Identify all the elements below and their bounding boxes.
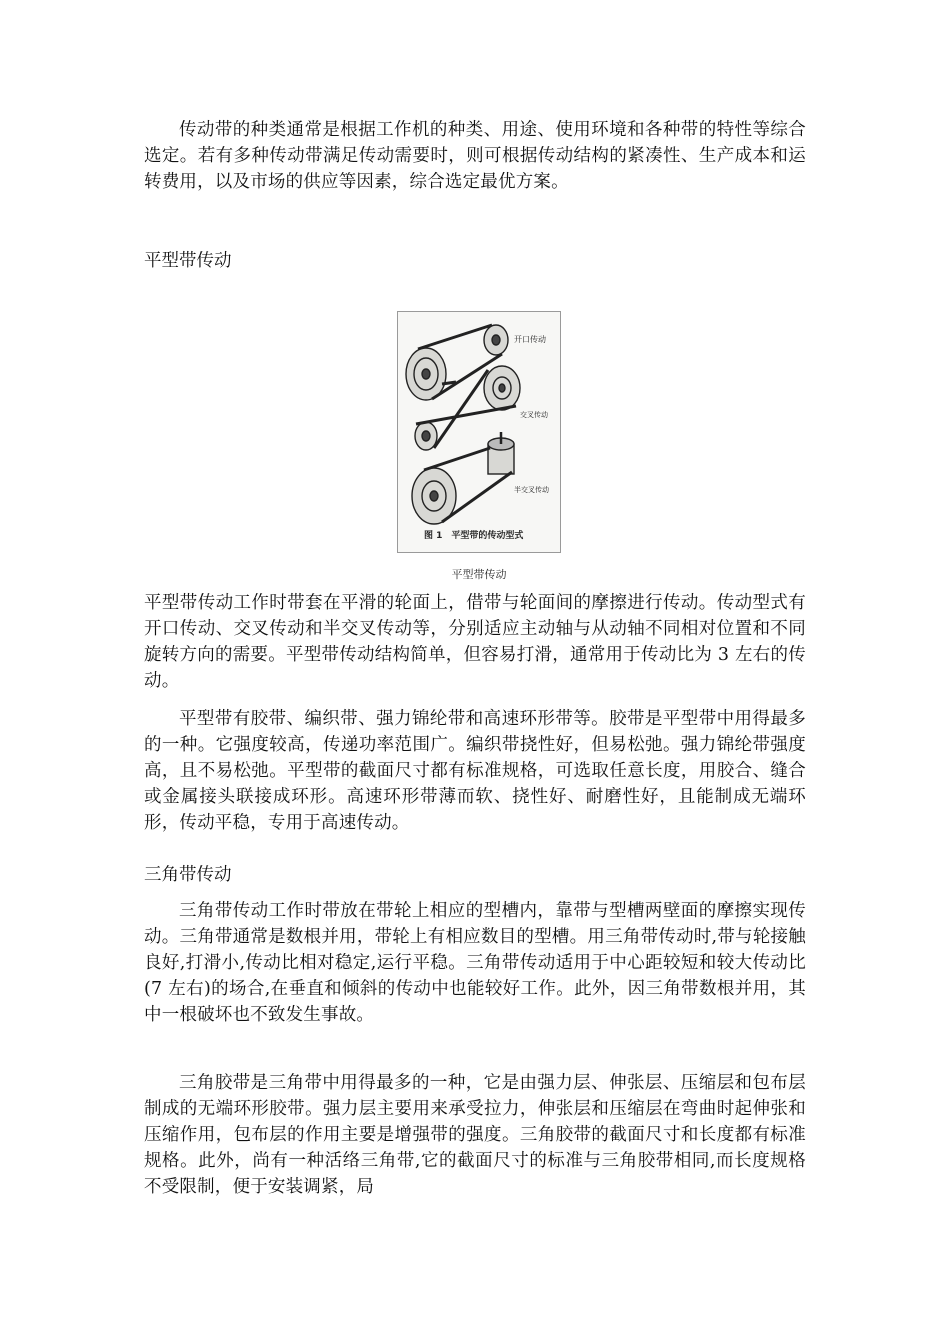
section-heading-flat-belt: 平型带传动 — [144, 251, 232, 271]
label-cross-drive: 交叉传动 — [520, 411, 548, 419]
label-open-drive: 开口传动 — [514, 335, 546, 344]
flat-belt-illustration — [398, 312, 560, 552]
flat-belt-paragraph-2: 平型带有胶带、编织带、强力锦纶带和高速环形带等。胶带是平型带中用得最多的一种。它强度较高，传递功率范围广。编织带挠性好，但易松弛。强力锦纶带强度高，且不易松弛。平型带的截面尺寸都有标准规格，可选取任意长度，用胶合、缝合或金属接头联接成环形。高速环形带薄而软、挠性好、耐磨性好，且能制成无端环形，传动平稳，专用于高速传动。 — [144, 709, 806, 833]
v-belt-paragraph-1: 三角带传动工作时带放在带轮上相应的型槽内，靠带与型槽两壁面的摩擦实现传动。三角带通常是数根并用，带轮上有相应数目的型槽。用三角带传动时,带与轮接触良好,打滑小,传动比相对稳定,运行平稳。三角带传动适用于中心距较短和较大传动比(7 左右)的场合,在垂直和倾斜的传动中也能较好工作。此外，因三角带数根并用，其中一根破坏也不致发生事故。 — [144, 901, 806, 1025]
intro-paragraph: 传动带的种类通常是根据工作机的种类、用途、使用环境和各种带的特性等综合选定。若有多种传动带满足传动需要时，则可根据传动结构的紧凑性、生产成本和运转费用，以及市场的供应等因素，综合选定最优方案。 — [144, 120, 806, 192]
section-heading-v-belt: 三角带传动 — [144, 865, 232, 885]
flat-belt-figure — [397, 311, 561, 553]
flat-belt-paragraph-1: 平型带传动工作时带套在平滑的轮面上，借带与轮面间的摩擦进行传动。传动型式有开口传动、交叉传动和半交叉传动等，分别适应主动轴与从动轴不同相对位置和不同旋转方向的需要。平型带传动结构简单，但容易打滑，通常用于传动比为 3 左右的传动。 — [144, 593, 806, 691]
figure-caption: 平型带传动 — [451, 568, 507, 581]
figure-inner-title: 图 1 平型带的传动型式 — [424, 531, 524, 541]
v-belt-paragraph-2: 三角胶带是三角带中用得最多的一种，它是由强力层、伸张层、压缩层和包布层制成的无端环形胶带。强力层主要用来承受拉力，伸张层和压缩层在弯曲时起伸张和压缩作用，包布层的作用主要是增强带的强度。三角胶带的截面尺寸和长度都有标准规格。此外，尚有一种活络三角带,它的截面尺寸的标准与三角胶带相同,而长度规格不受限制，便于安装调紧，局 — [144, 1073, 806, 1197]
label-half-cross-drive: 半交叉传动 — [514, 486, 549, 494]
